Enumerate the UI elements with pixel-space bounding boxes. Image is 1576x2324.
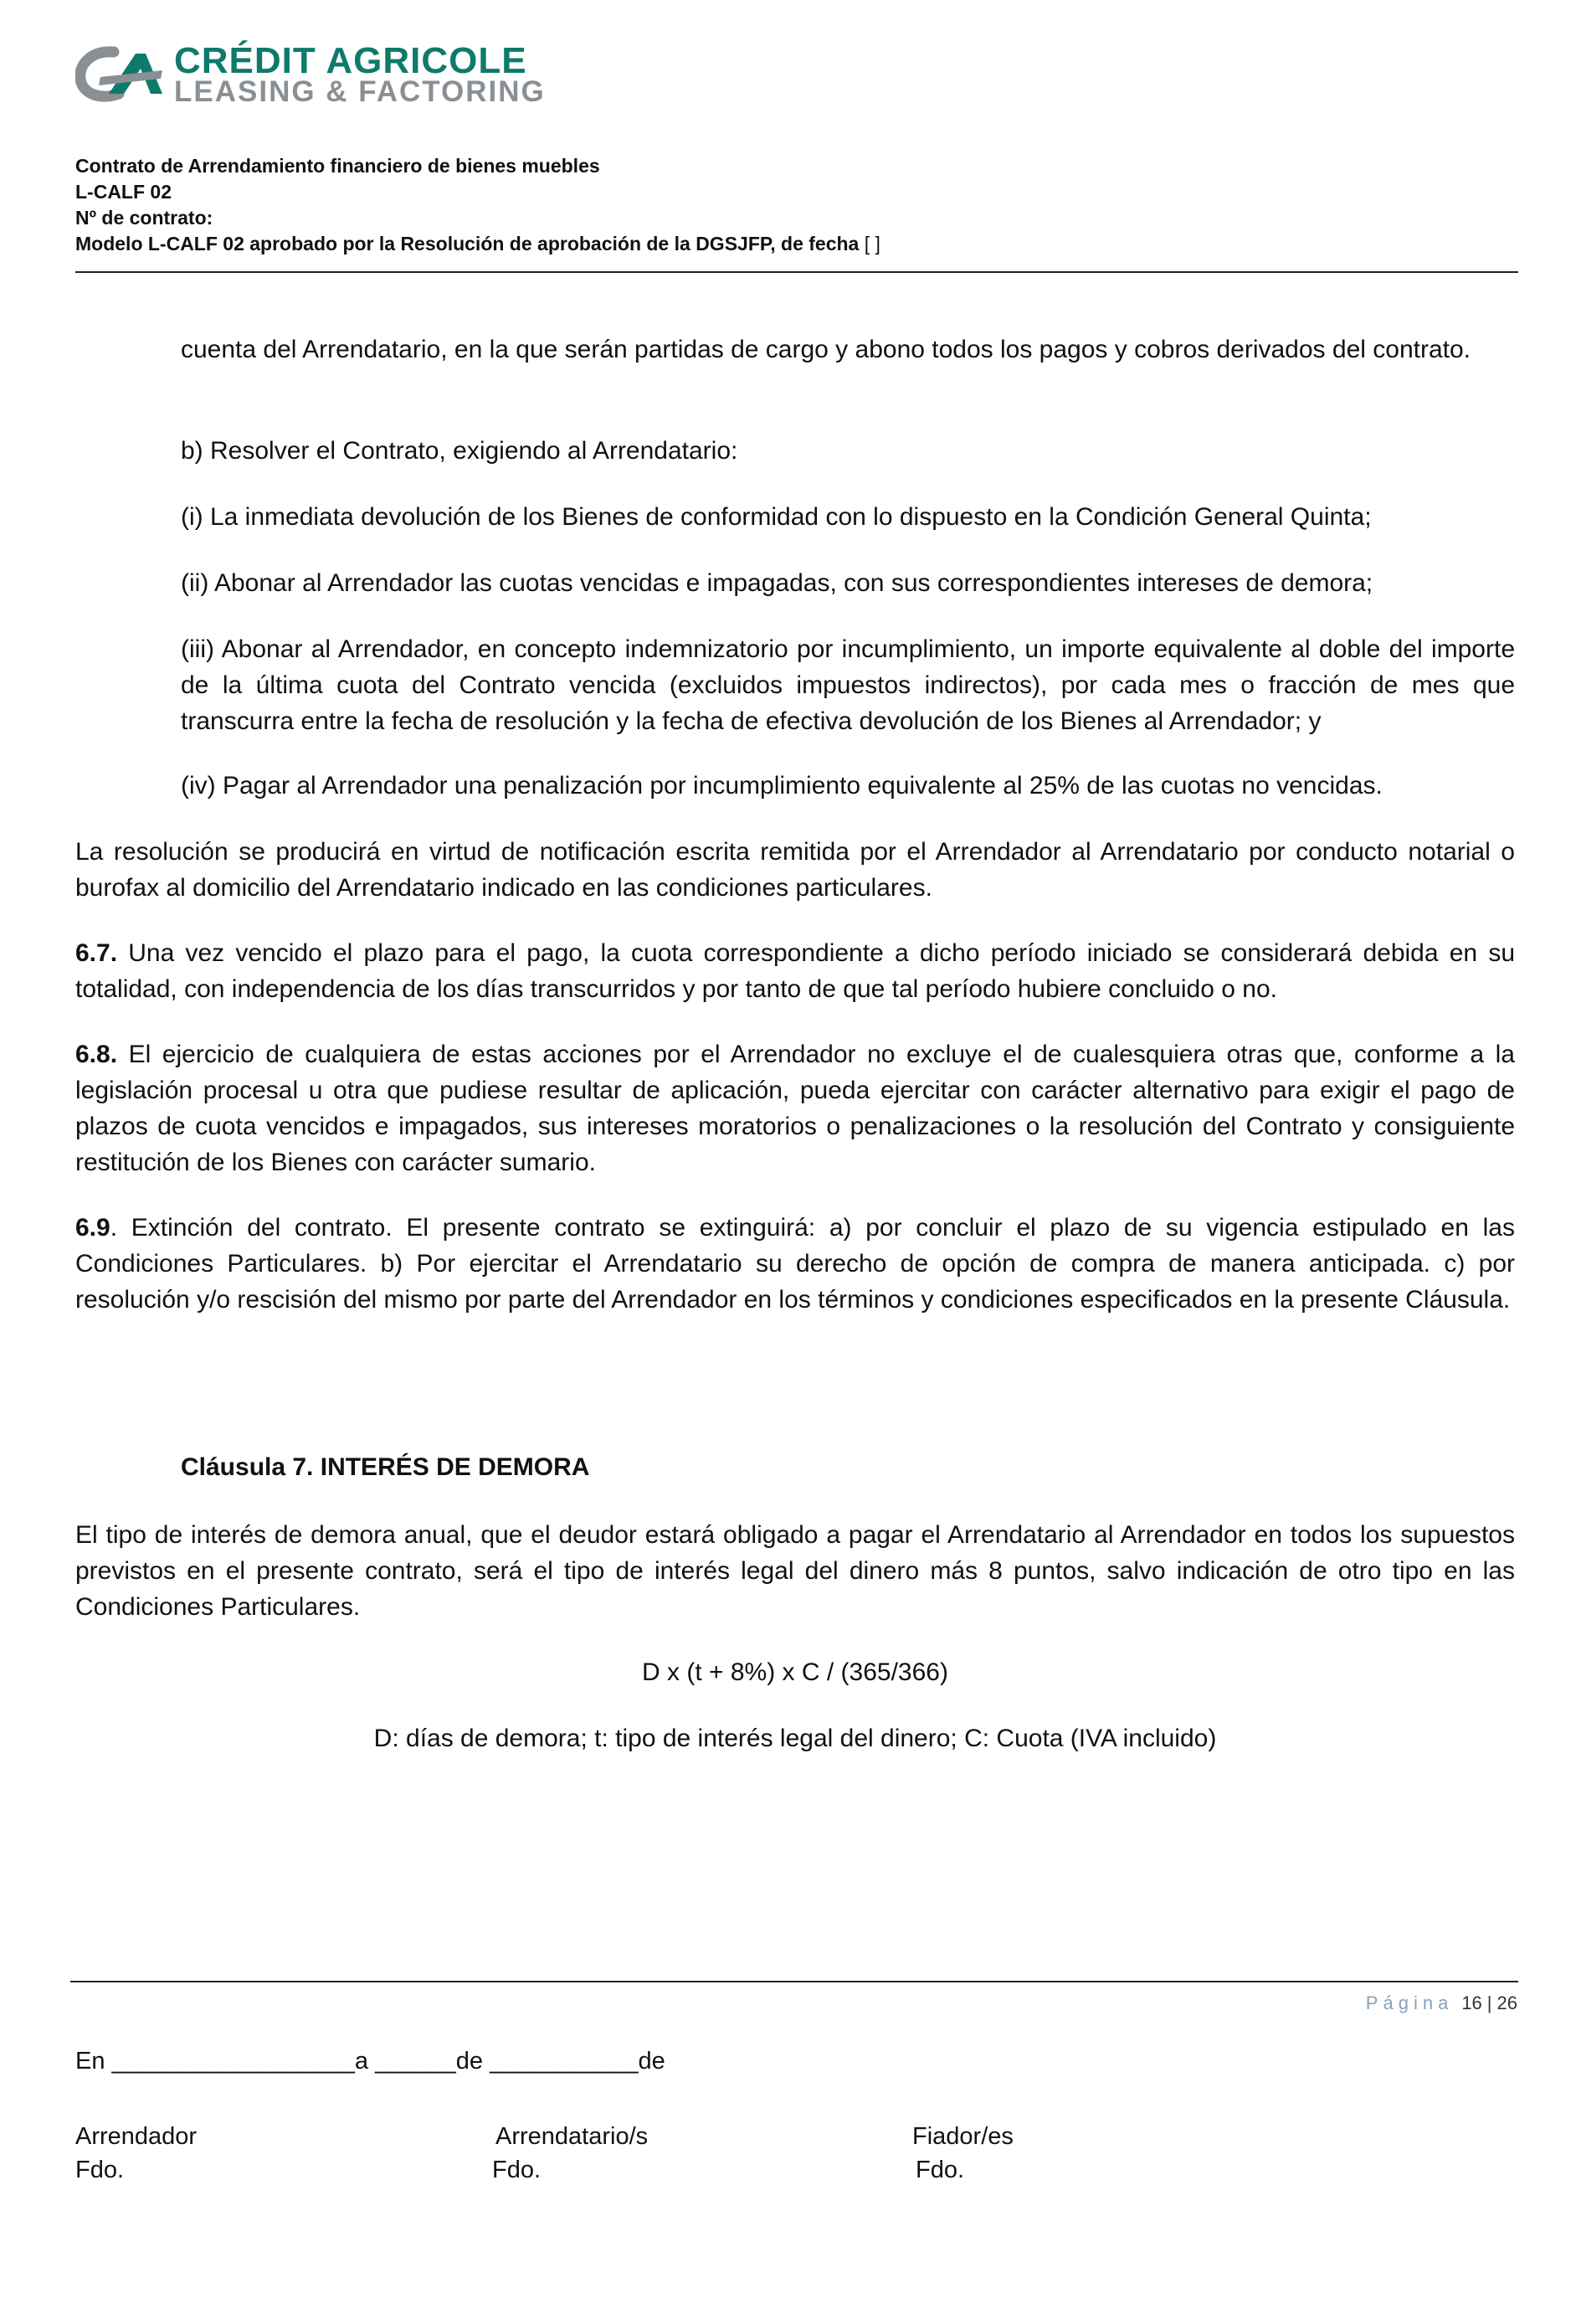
paragraph-b bbox=[181, 433, 1515, 469]
list-item-ii-text: (ii) Abonar al Arrendador las cuotas vencidas e impagadas, con sus correspondientes intereses de demora; bbox=[181, 569, 1373, 597]
clause-7-title: Cláusula 7. INTERÉS DE DEMORA bbox=[181, 1453, 590, 1481]
page-separator: | bbox=[1486, 1992, 1492, 2013]
header-divider bbox=[75, 271, 1518, 273]
section-6-8-number: 6.8. bbox=[75, 1041, 118, 1068]
list-item-iv-text: (iv) Pagar al Arrendador una penalización por incumplimiento equivalente al 25% de las cuotas no vencidas. bbox=[181, 772, 1383, 800]
list-item-iv bbox=[181, 768, 1515, 804]
section-6-9-text: . Extinción del contrato. El presente contrato se extinguirá: a) por concluir el plazo de su vigencia estipulado en las Condiciones Particulares. b) Por ejercitar el Arrendatario su derecho de opción de compra de manera anticipada. c) por resolución y/o rescisión del mismo por parte del Arrendador en los términos y condiciones especificados en la presente Cláusula. bbox=[75, 1214, 1515, 1314]
page-label: Página bbox=[1365, 1992, 1454, 2013]
list-item-iii-text: (iii) Abonar al Arrendador, en concepto indemnizatorio por incumplimiento, un importe equivalente al doble del importe de la última cuota del Contrato vencida (excluidos impuestos indirectos), por cada mes o fracción de mes que transcurra entre la fecha de resolución y la fecha de efectiva devolución de los Bienes al Arrendador; y bbox=[181, 635, 1515, 735]
list-item-ii bbox=[181, 565, 1515, 601]
paragraph-b-text: b) Resolver el Contrato, exigiendo al Arrendatario: bbox=[181, 437, 738, 465]
signature-arrendador bbox=[75, 2120, 197, 2187]
paragraph-interes bbox=[75, 1517, 1515, 1625]
brand-subtitle: LEASING & FACTORING bbox=[174, 75, 546, 108]
paragraph-cuenta-text: cuenta del Arrendatario, en la que serán partidas de cargo y abono todos los pagos y cobros derivados del contrato. bbox=[181, 336, 1471, 363]
section-6-7 bbox=[75, 935, 1515, 1007]
formula: D x (t + 8%) x C / (365/366) bbox=[642, 1658, 948, 1686]
header-approval-date: [ ] bbox=[864, 233, 880, 255]
fiador-label: Fiador/es bbox=[912, 2123, 1014, 2150]
paragraph-interes-text: El tipo de interés de demora anual, que el deudor estará obligado a pagar el Arrendatario al Arrendador en todos los supuestos previstos en el presente contrato, será el tipo de interés legal del dinero más 8 puntos, salvo indicación de otro tipo en las Condiciones Particulares. bbox=[75, 1521, 1515, 1621]
section-6-7-number: 6.7. bbox=[75, 939, 118, 967]
header-approval bbox=[75, 231, 1515, 257]
section-6-8-text: El ejercicio de cualquiera de estas acciones por el Arrendador no excluye el de cualesquiera otras que, conforme a la legislación procesal u otra que pudiese resultar de aplicación, pueda ejercitar con carácter alternativo para exigir el pago de plazos de cuota vencidos e impagados, sus intereses moratorios o penalizaciones o la resolución del Contrato y consiguiente restitución de los Bienes con carácter sumario. bbox=[75, 1041, 1515, 1176]
footer-divider bbox=[70, 1981, 1518, 1982]
arrendatario-label: Arrendatario/s bbox=[495, 2123, 649, 2150]
list-item-i-text: (i) La inmediata devolución de los Bienes de conformidad con lo dispuesto en la Condición General Quinta; bbox=[181, 503, 1372, 531]
list-item-i bbox=[181, 499, 1515, 535]
fiador-fdo: Fdo. bbox=[916, 2157, 965, 2183]
paragraph-cuenta bbox=[181, 332, 1515, 368]
arrendatario-fdo: Fdo. bbox=[492, 2157, 542, 2183]
signature-fiador bbox=[912, 2120, 1014, 2187]
header-model-code: L-CALF 02 bbox=[75, 181, 172, 203]
company-logo bbox=[75, 40, 578, 116]
paragraph-resolucion bbox=[75, 834, 1515, 906]
page-total: 26 bbox=[1496, 1992, 1517, 2013]
arrendador-fdo: Fdo. bbox=[75, 2157, 125, 2183]
ca-logo-icon bbox=[75, 45, 167, 104]
section-6-9-number: 6.9 bbox=[75, 1214, 110, 1242]
header-approval-text: Modelo L-CALF 02 aprobado por la Resolución de aprobación de la DGSJFP, de fecha bbox=[75, 233, 860, 255]
place-date-line: En __________________a ______de ___________de bbox=[75, 2048, 665, 2075]
signature-arrendatario bbox=[492, 2120, 648, 2187]
header-contract-type: Contrato de Arrendamiento financiero de bienes muebles bbox=[75, 155, 600, 177]
section-6-8 bbox=[75, 1036, 1515, 1180]
list-item-iii bbox=[181, 631, 1515, 739]
brand-name: CRÉDIT AGRICOLE bbox=[174, 40, 527, 81]
page-number bbox=[1366, 1992, 1517, 2014]
section-6-7-text: Una vez vencido el plazo para el pago, la cuota correspondiente a dicho período iniciado se considerará debida en su totalidad, con independencia de los días transcurridos y por tanto de que tal período hubiere concluido o no. bbox=[75, 939, 1515, 1003]
arrendador-label: Arrendador bbox=[75, 2123, 198, 2150]
paragraph-resolucion-text: La resolución se producirá en virtud de notificación escrita remitida por el Arrendador al Arrendatario por conducto notarial o burofax al domicilio del Arrendatario indicado en las condiciones particulares. bbox=[75, 838, 1515, 902]
section-6-9 bbox=[75, 1210, 1515, 1318]
header-contract-number: Nº de contrato: bbox=[75, 207, 213, 229]
formula-legend: D: días de demora; t: tipo de interés legal del dinero; C: Cuota (IVA incluido) bbox=[373, 1725, 1217, 1752]
document-header bbox=[75, 153, 1515, 257]
page-current: 16 bbox=[1461, 1992, 1482, 2013]
